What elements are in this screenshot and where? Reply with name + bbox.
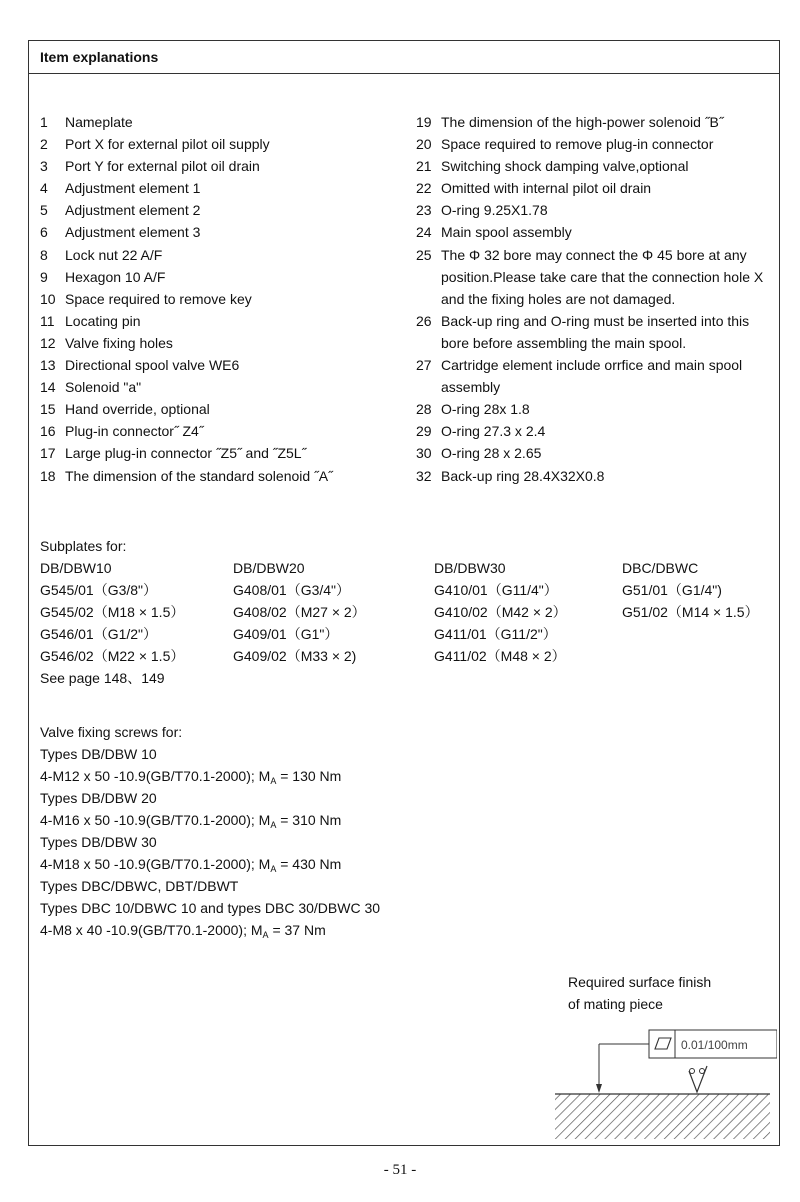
subplate-column-heading: DBC/DBWC xyxy=(622,560,699,576)
list-item xyxy=(416,465,778,487)
item-number: 8 xyxy=(40,246,48,263)
item-number: 11 xyxy=(40,312,55,329)
list-item xyxy=(416,244,778,310)
item-number: 15 xyxy=(40,401,56,418)
item-text: Port Y for external pilot oil drain xyxy=(65,158,260,175)
item-number: 28 xyxy=(416,401,432,418)
list-item xyxy=(416,221,778,243)
subplate-entry: G410/02（M42 × 2） xyxy=(434,604,567,620)
list-item xyxy=(416,133,778,155)
tolerance-value: 0.01/100mm xyxy=(681,1038,748,1052)
item-number: 32 xyxy=(416,467,432,484)
screw-line-text: Types DBC 10/DBWC 10 and types DBC 30/DBWC 30 xyxy=(40,900,381,916)
item-number: 3 xyxy=(40,158,48,175)
item-text: Switching shock damping valve,optional xyxy=(441,158,689,175)
list-item xyxy=(40,310,410,332)
list-item xyxy=(416,398,778,420)
item-text: The dimension of the standard solenoid ˝A˝ xyxy=(65,467,333,484)
item-text: Locating pin xyxy=(65,312,141,329)
section-title: Item explanations xyxy=(40,49,159,65)
list-item xyxy=(40,199,410,221)
list-item xyxy=(40,376,410,398)
surface-finish-diagram xyxy=(549,1026,777,1141)
item-number: 2 xyxy=(40,136,48,153)
list-item xyxy=(416,155,778,177)
screw-line xyxy=(40,875,380,897)
item-text: Lock nut 22 A/F xyxy=(65,246,163,263)
item-number: 12 xyxy=(40,334,56,351)
list-item xyxy=(40,133,410,155)
item-text: Space required to remove key xyxy=(65,290,252,307)
screw-line-text: Types DB/DBW 20 xyxy=(40,790,157,806)
item-text: O-ring 9.25X1.78 xyxy=(441,202,548,219)
screw-line xyxy=(40,787,380,809)
torque-value: = 310 Nm xyxy=(276,812,342,828)
subplate-entry: G409/01（G1"） xyxy=(233,626,339,642)
subplates-table xyxy=(40,557,772,667)
torque-value: = 37 Nm xyxy=(268,922,326,938)
list-item xyxy=(40,221,410,243)
torque-subscript: A xyxy=(270,820,277,830)
subplate-entry: G411/02（M48 × 2） xyxy=(434,648,566,664)
item-text: Main spool assembly xyxy=(441,224,572,241)
screw-line-text: Types DB/DBW 30 xyxy=(40,834,157,850)
torque-value: = 430 Nm xyxy=(276,856,342,872)
list-item xyxy=(416,420,778,442)
item-number: 29 xyxy=(416,423,432,440)
subplate-entry: G546/02（M22 × 1.5） xyxy=(40,648,185,664)
list-item xyxy=(416,177,778,199)
screw-line-text: 4-M16 x 50 -10.9(GB/T70.1-2000); M xyxy=(40,812,271,828)
item-number: 19 xyxy=(416,114,432,130)
item-list-left xyxy=(40,111,410,487)
list-item xyxy=(40,177,410,199)
item-number: 24 xyxy=(416,224,432,241)
list-item xyxy=(40,420,410,442)
item-number: 21 xyxy=(416,158,432,175)
roughness-symbol-icon xyxy=(689,1066,707,1092)
item-text: Hand override, optional xyxy=(65,401,210,418)
screw-line xyxy=(40,743,380,765)
list-item xyxy=(40,288,410,310)
item-number: 16 xyxy=(40,423,56,440)
screw-line xyxy=(40,809,380,831)
item-number: 10 xyxy=(40,290,56,307)
list-item xyxy=(40,155,410,177)
item-text: O-ring 27.3 x 2.4 xyxy=(441,423,546,440)
item-number: 5 xyxy=(40,202,48,219)
finish-line-2: of mating piece xyxy=(568,996,663,1012)
item-text: Back-up ring 28.4X32X0.8 xyxy=(441,467,605,484)
item-text: The dimension of the high-power solenoid ˝B˝ xyxy=(441,114,724,130)
item-number: 26 xyxy=(416,312,432,329)
subplate-entry: G51/02（M14 × 1.5） xyxy=(622,604,759,620)
torque-subscript: A xyxy=(262,930,269,940)
subplate-entry: G410/01（G11/4"） xyxy=(434,582,558,598)
item-number: 14 xyxy=(40,379,56,396)
subplate-column-heading: DB/DBW20 xyxy=(233,560,305,576)
torque-subscript: A xyxy=(270,776,277,786)
screws-section xyxy=(40,721,380,941)
screw-line xyxy=(40,831,380,853)
subplate-entry: G408/01（G3/4"） xyxy=(233,582,351,598)
list-item xyxy=(416,199,778,221)
item-text: Valve fixing holes xyxy=(65,334,173,351)
list-item xyxy=(40,398,410,420)
subplate-empty-cell xyxy=(622,623,772,645)
item-text: Plug-in connector˝ Z4˝ xyxy=(65,423,204,440)
screw-line-text: Types DB/DBW 10 xyxy=(40,746,157,762)
item-number: 30 xyxy=(416,445,432,462)
content-frame xyxy=(28,40,780,1146)
subplate-entry: G545/01（G3/8"） xyxy=(40,582,158,598)
item-number: 1 xyxy=(40,114,48,130)
item-number: 27 xyxy=(416,357,432,374)
finish-line-1: Required surface finish xyxy=(568,974,712,990)
item-text: Nameplate xyxy=(65,114,133,130)
list-item xyxy=(40,111,410,133)
screw-line xyxy=(40,897,380,919)
item-text: Adjustment element 2 xyxy=(65,202,201,219)
item-text: Hexagon 10 A/F xyxy=(65,268,166,285)
hatched-surface xyxy=(555,1094,770,1139)
screw-line xyxy=(40,853,380,875)
list-item xyxy=(40,354,410,376)
torque-subscript: A xyxy=(270,864,277,874)
subplate-entry: G409/02（M33 × 2) xyxy=(233,648,357,664)
item-number: 17 xyxy=(40,445,56,462)
subplate-entry: G51/01（G1/4") xyxy=(622,582,722,598)
screw-line-text: 4-M8 x 40 -10.9(GB/T70.1-2000); M xyxy=(40,922,263,938)
item-text: O-ring 28x 1.8 xyxy=(441,401,530,418)
subplate-column-heading: DB/DBW30 xyxy=(434,560,506,576)
torque-value: = 130 Nm xyxy=(276,768,342,784)
subplate-column-heading: DB/DBW10 xyxy=(40,560,112,576)
screw-line-text: 4-M12 x 50 -10.9(GB/T70.1-2000); M xyxy=(40,768,271,784)
item-number: 18 xyxy=(40,467,56,484)
subplate-empty-cell xyxy=(622,645,772,667)
subplates-title: Subplates for: xyxy=(40,538,127,554)
subplates-section xyxy=(40,535,772,689)
subplate-entry: G546/01（G1/2"） xyxy=(40,626,158,642)
item-text: The Φ 32 bore may connect the Φ 45 bore at any position.Please take care that the connection hole X and the fixing holes are not damaged. xyxy=(441,246,764,307)
list-item xyxy=(416,111,778,133)
item-number: 4 xyxy=(40,180,48,197)
screw-line-text: 4-M18 x 50 -10.9(GB/T70.1-2000); M xyxy=(40,856,271,872)
list-item xyxy=(40,465,410,487)
item-number: 20 xyxy=(416,136,432,153)
item-text: Omitted with internal pilot oil drain xyxy=(441,180,652,197)
subplate-entry: G411/01（G11/2"） xyxy=(434,626,557,642)
list-item xyxy=(40,442,410,464)
page-number: - 51 - xyxy=(383,1162,417,1178)
see-page-note: See page 148、149 xyxy=(40,670,165,686)
screws-title: Valve fixing screws for: xyxy=(40,724,183,740)
item-number: 9 xyxy=(40,268,48,285)
list-item xyxy=(40,244,410,266)
section-header xyxy=(29,41,779,74)
screw-line xyxy=(40,765,380,787)
item-text: Adjustment element 3 xyxy=(65,224,201,241)
item-list-right xyxy=(416,111,778,487)
item-text: Large plug-in connector ˝Z5˝ and ˝Z5L˝ xyxy=(65,445,307,462)
item-number: 23 xyxy=(416,202,432,219)
list-item xyxy=(416,310,778,354)
item-text: Directional spool valve WE6 xyxy=(65,357,240,374)
item-number: 25 xyxy=(416,246,432,263)
item-number: 13 xyxy=(40,357,56,374)
subplate-entry: G408/02（M27 × 2） xyxy=(233,604,366,620)
screw-line-text: Types DBC/DBWC, DBT/DBWT xyxy=(40,878,239,894)
item-text: Adjustment element 1 xyxy=(65,180,201,197)
item-text: O-ring 28 x 2.65 xyxy=(441,445,542,462)
item-text: Back-up ring and O-ring must be inserted into this bore before assembling the main spool. xyxy=(441,312,750,351)
list-item xyxy=(40,332,410,354)
list-item xyxy=(416,442,778,464)
item-text: Port X for external pilot oil supply xyxy=(65,136,270,153)
item-text: Space required to remove plug-in connector xyxy=(441,136,714,153)
list-item xyxy=(40,266,410,288)
item-text: Solenoid "a" xyxy=(65,379,142,396)
leader-arrow xyxy=(596,1084,602,1093)
surface-finish-note xyxy=(568,971,711,1015)
item-text: Cartridge element include orrfice and main spool assembly xyxy=(441,357,743,396)
item-number: 22 xyxy=(416,180,432,197)
list-item xyxy=(416,354,778,398)
subplate-entry: G545/02（M18 × 1.5） xyxy=(40,604,185,620)
item-number: 6 xyxy=(40,224,48,241)
screw-line xyxy=(40,919,380,941)
